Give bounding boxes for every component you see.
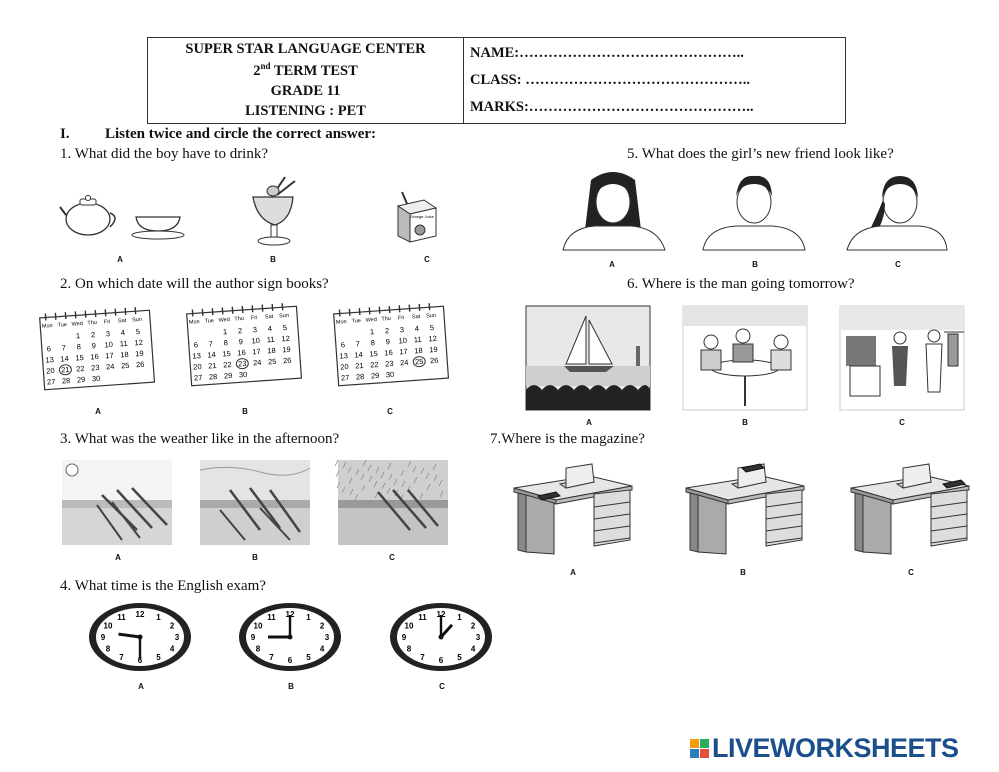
- calendar-date: 30: [385, 369, 395, 380]
- calendar-date: 18: [119, 349, 129, 360]
- clothes-shop-scene-image[interactable]: [840, 306, 964, 410]
- name-field[interactable]: NAME:………………………………………..: [470, 45, 744, 61]
- calendar-date: 27: [340, 372, 350, 383]
- q1-option-a-label: A: [117, 255, 123, 264]
- clock-number: 8: [105, 644, 111, 654]
- clock-number: 3: [174, 633, 180, 642]
- calendar-date: 20: [339, 362, 349, 372]
- calendar-day-header: Sun: [425, 312, 437, 320]
- calendar-date: 14: [207, 350, 217, 360]
- calendar-date: 17: [252, 346, 261, 357]
- section-heading: I. Listen twice and circle the correct answer:: [60, 126, 377, 142]
- calendar-day-header: Thu: [87, 319, 98, 327]
- clock-number: 6: [287, 656, 293, 665]
- calendar-date: 10: [104, 339, 114, 350]
- clock-number: 12: [285, 610, 295, 619]
- calendar-date: 24: [399, 357, 409, 368]
- calendar-date: 15: [75, 352, 85, 363]
- calendar-date: 30: [91, 373, 101, 384]
- calendar-day-header: Mon: [41, 323, 53, 330]
- q5-option-c-label: C: [895, 260, 901, 269]
- calendar-date: 23: [237, 358, 247, 369]
- calendar-date: 18: [413, 345, 423, 356]
- calendar-day-header: Fri: [397, 315, 405, 322]
- clock-number: 4: [319, 644, 325, 654]
- calendar-date: 19: [134, 348, 144, 359]
- calendar-date: 14: [354, 350, 364, 360]
- question-3: 3. What was the weather like in the afternoon?: [60, 431, 340, 447]
- calendar-date: 12: [281, 333, 291, 344]
- calendar-date: 21: [354, 360, 364, 371]
- calendar-day-header: Sat: [117, 317, 127, 325]
- header-school-cell: [148, 38, 464, 123]
- q6-option-c-label: C: [899, 418, 905, 427]
- skill-label: LISTENING : PET: [245, 102, 366, 119]
- calendar-day-header: Tue: [57, 322, 68, 329]
- short-hair-boy-portrait[interactable]: [703, 170, 805, 250]
- calendar-day-header: Thu: [381, 315, 392, 323]
- calendar-date: 29: [76, 374, 86, 385]
- clock-number: 1: [306, 613, 311, 623]
- calendar-date: 25: [120, 360, 130, 371]
- calendar-date: 3: [252, 325, 258, 335]
- calendar-date: 14: [60, 354, 70, 364]
- calendar-date: 24: [105, 361, 115, 372]
- sunny-beach-image[interactable]: [62, 460, 172, 545]
- calendar-date: 25: [267, 356, 277, 367]
- calendar-date: 4: [414, 324, 420, 334]
- calendar-date: 19: [281, 344, 291, 355]
- clock-number: 9: [250, 633, 256, 642]
- calendar-day-header: Wed: [365, 316, 378, 324]
- clock-number: 6: [137, 656, 143, 665]
- q4-option-c-label: C: [439, 682, 445, 691]
- calendar-date: 5: [429, 322, 435, 333]
- clock-number: 7: [420, 652, 425, 662]
- calendar-day-header: Mon: [188, 319, 200, 326]
- calendar-date: 2: [384, 326, 390, 336]
- calendar-date: 25: [414, 356, 424, 367]
- calendar-day-header: Fri: [250, 315, 258, 322]
- clock-number: 12: [135, 610, 145, 619]
- clock-number: 2: [319, 621, 325, 631]
- calendar-date: 29: [370, 370, 380, 381]
- question-1: 1. What did the boy have to drink?: [60, 146, 269, 162]
- clock-number: 8: [406, 644, 412, 654]
- calendar-date: 1: [222, 327, 228, 337]
- rainy-beach-image[interactable]: [338, 460, 448, 545]
- calendar-date: 19: [428, 344, 438, 355]
- calendar-date: 2: [237, 326, 243, 336]
- clock-number: 1: [156, 613, 161, 623]
- clock-number: 3: [324, 633, 330, 642]
- calendar-day-header: Wed: [218, 316, 231, 324]
- calendar-date: 4: [120, 328, 126, 338]
- calendar-date: 9: [91, 341, 97, 351]
- clock-number: 7: [119, 652, 124, 662]
- calendar-date: 17: [399, 346, 408, 357]
- q1-option-b-label: B: [270, 255, 276, 264]
- clock-number: 10: [253, 621, 263, 631]
- calendar-date: 26: [429, 355, 439, 366]
- q5-option-b-label: B: [752, 260, 758, 269]
- clock-number: 9: [100, 633, 106, 642]
- calendar-date: 27: [46, 376, 56, 387]
- milkshake-image[interactable]: [245, 175, 305, 250]
- calendar-date: 22: [75, 363, 85, 374]
- long-hair-girl-portrait[interactable]: [563, 170, 665, 250]
- calendar-date: 23: [384, 358, 394, 369]
- calendar-day-header: Sat: [264, 313, 274, 321]
- clock-number: 5: [457, 652, 462, 662]
- clock-number: 10: [404, 621, 414, 631]
- calendar-day-header: Thu: [234, 315, 245, 323]
- clock-number: 11: [418, 613, 427, 623]
- calendar-date: 3: [105, 329, 111, 339]
- calendar-date: 16: [384, 347, 394, 358]
- calendar-date: 9: [385, 337, 391, 347]
- calendar-date: 27: [193, 372, 203, 383]
- clock-number: 10: [103, 621, 113, 631]
- calendar-date: 28: [208, 371, 218, 382]
- liveworksheets-logo[interactable]: [690, 733, 959, 764]
- question-6: 6. Where is the man going tomorrow?: [627, 276, 855, 292]
- calendar-day-header: Tue: [351, 318, 362, 325]
- q3-option-a-label: A: [115, 553, 121, 562]
- clock-number: 11: [267, 613, 276, 623]
- marks-field[interactable]: MARKS:………………………………………..: [470, 99, 754, 115]
- calendar-date: 24: [252, 357, 262, 368]
- calendar-date: 4: [267, 324, 273, 334]
- clock-number: 9: [401, 633, 407, 642]
- calendar-day-header: Sun: [278, 312, 290, 320]
- clock-number: 4: [169, 644, 175, 654]
- windy-beach-image[interactable]: [200, 460, 310, 545]
- q6-option-a-label: A: [586, 418, 592, 427]
- clock-number: 5: [306, 652, 311, 662]
- calendar-date: 26: [282, 355, 292, 366]
- calendar-date: 16: [237, 347, 247, 358]
- calendar-date: 11: [266, 334, 275, 345]
- calendar-date: 10: [398, 335, 408, 346]
- calendar-date: 20: [192, 362, 202, 372]
- calendar-date: 30: [238, 369, 248, 380]
- calendar-date: 29: [223, 370, 233, 381]
- calendar-date: 1: [75, 331, 81, 341]
- grade-label: GRADE 11: [270, 82, 341, 99]
- calendar-day-header: Wed: [71, 320, 84, 328]
- q7-option-c-label: C: [908, 568, 914, 577]
- sailing-boat-scene-image[interactable]: [526, 306, 650, 410]
- q6-option-b-label: B: [742, 418, 748, 427]
- question-5: 5. What does the girl’s new friend look like?: [627, 146, 894, 162]
- clock-number: 2: [169, 621, 175, 631]
- clock-number: 1: [457, 613, 462, 623]
- calendar-date: 16: [90, 351, 100, 362]
- calendar-date: 28: [61, 375, 71, 386]
- calendar-date: 13: [45, 355, 55, 365]
- calendar-date: 7: [355, 339, 361, 349]
- school-name: SUPER STAR LANGUAGE CENTER: [185, 41, 426, 58]
- clock-number: 6: [438, 656, 444, 665]
- calendar-date: 1: [369, 327, 375, 337]
- calendar-date: 15: [222, 348, 232, 359]
- calendar-date: 18: [266, 345, 276, 356]
- q4-option-b-label: B: [288, 682, 294, 691]
- calendar-day-header: Tue: [204, 318, 215, 325]
- calendar-date: 5: [135, 326, 141, 337]
- calendar-date: 10: [251, 335, 261, 346]
- calendar-date: 21: [207, 360, 217, 371]
- question-2: 2. On which date will the author sign books?: [60, 276, 329, 292]
- calendar-date: 21: [60, 364, 70, 375]
- calendar-date: 8: [370, 338, 376, 348]
- calendar-day-header: Sat: [411, 313, 421, 321]
- calendar-date: 22: [369, 359, 379, 370]
- calendar-date: 17: [105, 350, 114, 361]
- calendar-date: 3: [399, 325, 405, 335]
- calendar-date: 13: [192, 351, 202, 361]
- calendar-date: 2: [90, 330, 96, 340]
- test-header-table: [147, 37, 846, 124]
- clock-number: 2: [470, 621, 476, 631]
- q5-option-a-label: A: [609, 260, 615, 269]
- q3-option-b-label: B: [252, 553, 258, 562]
- calendar-date: 12: [428, 333, 438, 344]
- calendar-date: 8: [223, 338, 229, 348]
- calendar-date: 28: [355, 371, 365, 382]
- liveworksheets-logo-icon: [690, 739, 709, 758]
- q2-option-a-label: A: [95, 407, 101, 416]
- calendar-date: 9: [238, 337, 244, 347]
- calendar-date: 11: [119, 338, 128, 349]
- calendar-day-header: Sun: [131, 316, 143, 324]
- question-4: 4. What time is the English exam?: [60, 578, 266, 594]
- calendar-date: 6: [193, 340, 199, 350]
- clock-number: 7: [269, 652, 274, 662]
- calendar-date: 7: [208, 339, 214, 349]
- q2-option-b-label: B: [242, 407, 248, 416]
- juice-box-label: Orange Juice: [410, 214, 434, 219]
- teapot-and-cup-image[interactable]: [58, 195, 188, 245]
- header-student-cell: [464, 38, 845, 123]
- juice-box-image[interactable]: [388, 192, 443, 244]
- clock-number: 8: [255, 644, 261, 654]
- calendar-date: 15: [369, 348, 379, 359]
- term-title: 2nd TERM TEST: [253, 61, 358, 79]
- clock-number: 11: [117, 613, 126, 623]
- clock-number: 3: [475, 633, 481, 642]
- calendar-date: 23: [90, 362, 100, 373]
- ponytail-girl-portrait[interactable]: [845, 170, 947, 250]
- calendar-date: 5: [282, 322, 288, 333]
- calendar-date: 13: [339, 351, 349, 361]
- calendar-date: 11: [413, 334, 422, 345]
- cafe-scene-image[interactable]: [683, 306, 807, 410]
- calendar-date: 7: [61, 343, 67, 353]
- clock-number: 5: [156, 652, 161, 662]
- clock-number: 4: [470, 644, 476, 654]
- calendar-day-header: Fri: [103, 319, 111, 326]
- calendar-day-header: Mon: [335, 319, 347, 326]
- clock-number: 12: [436, 610, 446, 619]
- calendar-date: 26: [135, 359, 145, 370]
- q7-option-a-label: A: [570, 568, 576, 577]
- calendar-date: 6: [46, 344, 52, 354]
- logo-text: LIVEWORKSHEETS: [712, 733, 959, 763]
- calendar-date: 12: [134, 337, 144, 348]
- q4-option-a-label: A: [138, 682, 144, 691]
- q2-option-c-label: C: [387, 407, 393, 416]
- question-7: 7.Where is the magazine?: [490, 431, 645, 447]
- calendar-date: 20: [45, 366, 55, 376]
- class-field[interactable]: CLASS: ………………………………………..: [470, 72, 750, 88]
- calendar-date: 8: [76, 342, 82, 352]
- calendar-date: 22: [222, 359, 232, 370]
- q7-option-b-label: B: [740, 568, 746, 577]
- calendar-date: 6: [340, 340, 346, 350]
- q1-option-c-label: C: [424, 255, 430, 264]
- q3-option-c-label: C: [389, 553, 395, 562]
